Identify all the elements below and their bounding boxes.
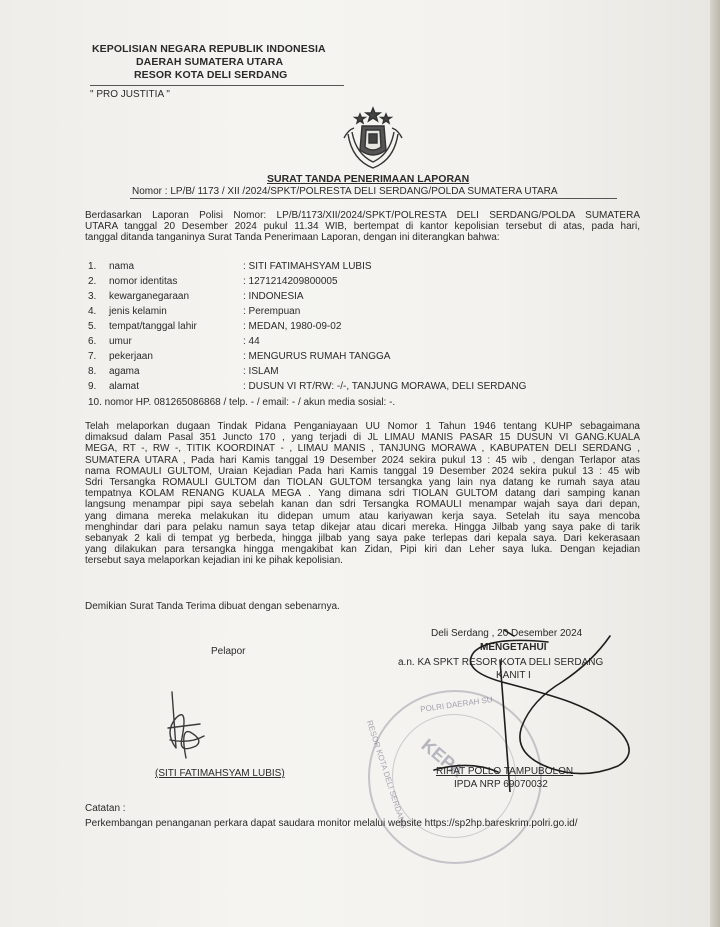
notes-text: Perkembangan penanganan perkara dapat saudara monitor melalui website https://sp2hp.bareskrim.polri.go.id/ [85, 818, 578, 829]
reporter-name: (SITI FATIMAHSYAM LUBIS) [155, 768, 285, 779]
field-label: kewarganegaraan [109, 291, 190, 302]
field-number: 8. [88, 366, 97, 377]
police-emblem-icon [338, 104, 408, 172]
field-label: nama [109, 261, 135, 272]
field-value: : 44 [243, 336, 260, 347]
body-line: tempatnya KOLAM RENANG KUALA MEGA . Yang dimana sdri TIOLAN GULTOM datang dari samping kanan [85, 488, 640, 500]
body-line: tersebut saya melaporkan kejadian ini ke pihak kepolisian. [85, 555, 343, 567]
header-rule [90, 85, 344, 86]
intro-paragraph [85, 210, 640, 244]
body-line: sebanyak 2 kali di tempat yg berbeda, hingga jilbab yang saya pake terlepas dari kepala saya. Dari kekerasaan [85, 533, 640, 545]
field-label: jenis kelamin [109, 306, 167, 317]
sign-title: MENGETAHUI [480, 642, 547, 653]
field-value: : Perempuan [243, 306, 301, 317]
header-line-2: DAERAH SUMATERA UTARA [136, 56, 284, 68]
field-value: : DUSUN VI RT/RW: -/-, TANJUNG MORAWA, DELI SERDANG [243, 381, 527, 392]
sign-position: KANIT I [496, 670, 531, 681]
field-label: alamat [109, 381, 140, 392]
field-value: : ISLAM [243, 366, 279, 377]
header-line-3: RESOR KOTA DELI SERDANG [134, 69, 288, 81]
body-line: yang dimana mereka melakukan itu didepan umum atau kariyawan kerja saya. Setelah itu saya mencoba [85, 510, 640, 522]
field-value: : 1271214209800005 [243, 276, 338, 287]
officer-signature [380, 622, 670, 792]
field-number: 7. [88, 351, 97, 362]
body-line: SUMATERA UTARA , Pada hari Kamis tanggal 19 Desember 2024 sekira pukul 13 : 45 wib , dengan Terlapor atas [85, 454, 640, 466]
report-body [85, 421, 640, 567]
number-rule [130, 198, 617, 199]
reporter-role: Pelapor [211, 646, 246, 657]
field-number: 4. [88, 306, 97, 317]
field-number: 9. [88, 381, 97, 392]
field-number: 6. [88, 336, 97, 347]
stamp-text-top: POLRI DAERAH SU [419, 694, 494, 715]
body-line: menghindar dari para pelaku namun saya tetap dikejar atau dicari mereka. Hingga Jilbab yang saya pake di tarik [85, 521, 640, 533]
field-number: 1. [88, 261, 97, 272]
page-edge [710, 0, 720, 927]
intro-line: tanggal ditanda tanganinya Surat Tanda Penerimaan Laporan, dengan ini diterangkan bahwa: [85, 232, 500, 244]
body-line: Sdri Tersangka ROMAULI GULTOM dan TIOLAN GULTOM tersangka yang lain nya datang ke rumah saya atau [85, 477, 640, 489]
field-label: umur [109, 336, 132, 347]
field-value: : MEDAN, 1980-09-02 [243, 321, 342, 332]
stamp-text-center: KEPA [417, 734, 468, 782]
sign-unit: a.n. KA SPKT RESOR KOTA DELI SERDANG [398, 657, 604, 668]
officer-name: RIHAT POLLO TAMPUBOLON [436, 766, 574, 777]
body-line: dimaksud dalam Pasal 351 Juncto 170 , yang terjadi di JL LIMAU MANIS PASAR 15 DUSUN VI GANG.KUALA [85, 432, 640, 444]
body-line: yang dilakukan para tersangka hingga mengakibat kan Zidan, Pipi kiri dan Leher saya luka. Dengan kejadian [85, 544, 640, 556]
sign-place-date: Deli Serdang , 20 Desember 2024 [431, 628, 583, 639]
stamp-text-left: RESOR KOTA DELI SERDANG [364, 719, 409, 830]
officer-rank: IPDA NRP 69070032 [454, 779, 548, 790]
body-line: nama ROMAULI GULTOM, Uraian Kejadian Pada hari Kamis tanggal 19 Desember 2024 sekira pukul 13 : 45 wib [85, 465, 640, 477]
field-10-contact: 10. nomor HP. 081265086868 / telp. - / email: - / akun media sosial: -. [88, 397, 396, 408]
reporter-signature [160, 688, 220, 764]
body-line: Telah melaporkan dugaan Tindak Pidana Penganiayaan UU Nomor 1 Tahun 1946 tentang KUHP sebagaimana [85, 421, 640, 432]
field-label: agama [109, 366, 140, 377]
notes-label: Catatan : [85, 803, 126, 814]
field-value: : SITI FATIMAHSYAM LUBIS [243, 261, 372, 272]
document-title: SURAT TANDA PENERIMAAN LAPORAN [267, 173, 470, 185]
intro-line: Berdasarkan Laporan Polisi Nomor: LP/B/1173/XII/2024/SPKT/POLRESTA DELI SERDANG/POLDA SUMATERA [85, 210, 640, 221]
intro-line: UTARA tanggal 20 Desember 2024 pukul 11.34 WIB, bertempat di kantor kepolisian tersebut di atas, pada hari, [85, 221, 640, 233]
header-line-1: KEPOLISIAN NEGARA REPUBLIK INDONESIA [92, 43, 326, 55]
field-value: : INDONESIA [243, 291, 304, 302]
body-line: langsung menampar pipi saya sebelah kanan dan sdri Tersangka ROMAULI menampar wajah saya dari depan, [85, 499, 640, 511]
field-label: tempat/tanggal lahir [109, 321, 197, 332]
closing-statement: Demikian Surat Tanda Terima dibuat dengan sebenarnya. [85, 601, 340, 612]
pro-justitia: " PRO JUSTITIA " [90, 89, 170, 100]
field-label: nomor identitas [109, 276, 178, 287]
field-value: : MENGURUS RUMAH TANGGA [243, 351, 391, 362]
field-number: 5. [88, 321, 97, 332]
field-label: pekerjaan [109, 351, 153, 362]
field-number: 2. [88, 276, 97, 287]
field-number: 3. [88, 291, 97, 302]
body-line: MEGA, RT -, RW -, TITIK KOORDINAT - , LIMAU MANIS , TANJUNG MORAWA , KABUPATEN DELI SERDANG , [85, 443, 640, 455]
document-number: Nomor : LP/B/ 1173 / XII /2024/SPKT/POLRESTA DELI SERDANG/POLDA SUMATERA UTARA [132, 186, 558, 197]
